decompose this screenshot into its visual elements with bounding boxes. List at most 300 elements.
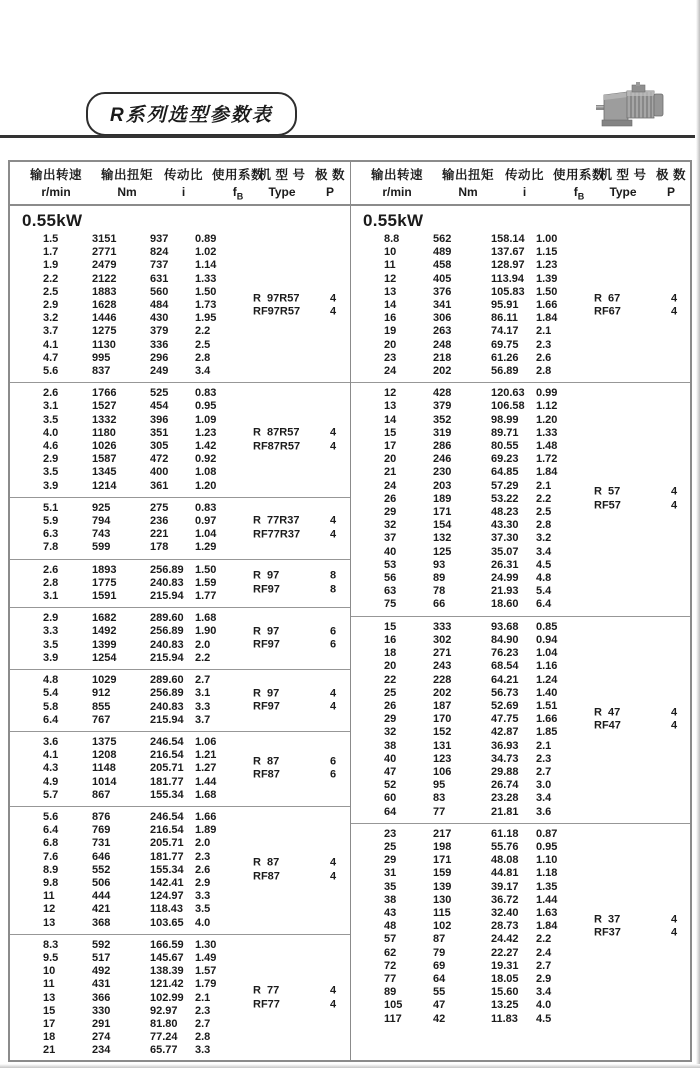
torque-cell: 1375 <box>92 735 117 748</box>
data-block <box>10 731 350 806</box>
model-type-label: R 97 <box>253 569 280 582</box>
pole-count-label: 8 <box>330 583 337 596</box>
ratio-cell: 246.54 <box>150 810 184 823</box>
speed-cell: 3.3 <box>43 625 59 638</box>
factor-cell: 1.66 <box>195 810 217 823</box>
torque-cell: 246 <box>433 453 452 466</box>
speed-cell: 105 <box>384 999 403 1012</box>
ratio-cell: 305 <box>150 440 169 453</box>
factor-cell: 2.8 <box>195 351 211 364</box>
factor-cell: 4.0 <box>536 999 552 1012</box>
speed-cell: 21 <box>384 466 397 479</box>
torque-cell: 379 <box>433 400 452 413</box>
ratio-cell: 18.60 <box>491 598 519 611</box>
speed-cell: 20 <box>384 338 397 351</box>
torque-cell: 506 <box>92 876 111 889</box>
speed-cell: 21 <box>43 1044 56 1057</box>
factor-cell: 1.04 <box>195 528 217 541</box>
torque-cell: 1893 <box>92 563 117 576</box>
header-output-speed: 输出转速 r/min <box>29 168 82 199</box>
factor-cell: 1.15 <box>536 246 558 259</box>
ratio-cell: 336 <box>150 338 169 351</box>
table-header <box>351 162 690 206</box>
torque-cell: 867 <box>92 788 111 801</box>
ratio-cell: 937 <box>150 233 169 245</box>
speed-cell: 77 <box>384 972 397 985</box>
model-type-label: R 97 <box>253 687 280 699</box>
table-row <box>351 828 690 841</box>
factor-cell: 2.3 <box>536 338 552 351</box>
ratio-cell: 28.73 <box>491 920 519 933</box>
torque-cell: 1766 <box>92 387 117 400</box>
data-block <box>351 823 690 1060</box>
ratio-cell: 47.75 <box>491 713 519 726</box>
ratio-cell: 80.55 <box>491 440 519 453</box>
speed-cell: 18 <box>384 647 397 660</box>
pole-count-label: 4 <box>330 514 337 527</box>
model-type-label: R 87R57 <box>253 426 300 439</box>
factor-cell: 1.23 <box>195 426 217 439</box>
speed-cell: 25 <box>384 840 397 853</box>
speed-cell: 5.9 <box>43 515 59 528</box>
torque-cell: 47 <box>433 999 446 1012</box>
header-model-type: 机 型 号 Type <box>599 168 647 199</box>
ratio-cell: 18.05 <box>491 972 519 985</box>
factor-cell: 2.3 <box>195 1004 211 1017</box>
factor-cell: 1.23 <box>536 259 558 272</box>
torque-cell: 352 <box>433 413 452 426</box>
speed-cell: 3.9 <box>43 651 59 664</box>
ratio-cell: 44.81 <box>491 867 519 880</box>
torque-cell: 243 <box>433 660 452 673</box>
torque-cell: 95 <box>433 779 446 792</box>
speed-cell: 1.7 <box>43 246 59 259</box>
pole-count-label: 4 <box>330 984 337 997</box>
speed-cell: 13 <box>384 285 397 298</box>
factor-cell: 1.63 <box>536 906 558 919</box>
table-row <box>351 766 690 779</box>
speed-cell: 2.9 <box>43 612 59 625</box>
speed-cell: 2.6 <box>43 387 59 400</box>
factor-cell: 3.4 <box>536 986 552 999</box>
table-row <box>351 325 690 338</box>
torque-cell: 78 <box>433 585 446 598</box>
factor-cell: 1.50 <box>195 563 217 576</box>
ratio-cell: 106.58 <box>491 400 525 413</box>
model-type-group <box>253 427 348 454</box>
factor-cell: 2.7 <box>536 959 552 972</box>
factor-cell: 2.8 <box>195 1031 211 1044</box>
ratio-cell: 95.91 <box>491 299 519 312</box>
factor-cell: 2.6 <box>536 351 552 364</box>
speed-cell: 56 <box>384 572 397 585</box>
model-type-group <box>253 687 348 714</box>
factor-cell: 1.57 <box>195 965 217 978</box>
speed-cell: 117 <box>384 1012 402 1025</box>
torque-cell: 1130 <box>92 338 116 351</box>
ratio-cell: 42.87 <box>491 726 519 739</box>
model-type-label: R 77 <box>253 984 280 997</box>
model-type-group <box>594 706 689 733</box>
data-block <box>10 497 350 559</box>
ratio-cell: 22.27 <box>491 946 519 959</box>
ratio-cell: 56.73 <box>491 686 519 699</box>
model-type-label: R 87 <box>253 856 280 869</box>
torque-cell: 769 <box>92 824 111 837</box>
factor-cell: 1.35 <box>536 880 558 893</box>
pole-count-label: 4 <box>671 926 678 939</box>
factor-cell: 1.20 <box>536 413 558 426</box>
model-type-label: RF87 <box>253 768 280 781</box>
speed-cell: 52 <box>384 779 397 792</box>
speed-cell: 89 <box>384 986 397 999</box>
ratio-cell: 351 <box>150 426 169 439</box>
ratio-cell: 138.39 <box>150 965 184 978</box>
torque-cell: 405 <box>433 272 452 285</box>
torque-cell: 1148 <box>92 762 116 775</box>
ratio-cell: 246.54 <box>150 735 184 748</box>
speed-cell: 18 <box>43 1031 56 1044</box>
table-row <box>10 259 350 272</box>
factor-cell: 3.0 <box>536 779 552 792</box>
speed-cell: 3.5 <box>43 466 59 479</box>
speed-cell: 10 <box>384 246 397 259</box>
factor-cell: 4.5 <box>536 1012 552 1025</box>
pole-count-label: 4 <box>671 913 678 926</box>
factor-cell: 2.0 <box>195 638 211 651</box>
speed-cell: 40 <box>384 752 397 765</box>
factor-cell: 1.12 <box>536 400 558 413</box>
ratio-cell: 120.63 <box>491 387 525 400</box>
pole-count-label: 4 <box>671 499 678 512</box>
ratio-cell: 256.89 <box>150 625 184 638</box>
data-block <box>10 934 350 1060</box>
speed-cell: 48 <box>384 920 397 933</box>
ratio-cell: 52.69 <box>491 699 519 712</box>
speed-cell: 32 <box>384 519 397 532</box>
header-service-factor: 使用系数 $f_B$ <box>211 168 264 202</box>
torque-cell: 366 <box>92 991 111 1004</box>
ratio-cell: 32.40 <box>491 906 519 919</box>
speed-cell: 2.9 <box>43 299 59 312</box>
ratio-cell: 472 <box>150 453 169 466</box>
table-row <box>351 453 690 466</box>
table-row <box>351 973 690 986</box>
ratio-cell: 84.90 <box>491 633 519 646</box>
table-row <box>351 881 690 894</box>
ratio-cell: 65.77 <box>150 1044 178 1057</box>
torque-cell: 132 <box>433 532 452 545</box>
speed-cell: 17 <box>43 1017 56 1030</box>
table-row <box>10 1031 350 1044</box>
table-row <box>10 414 350 427</box>
torque-cell: 794 <box>92 515 111 528</box>
factor-cell: 2.2 <box>536 492 552 505</box>
ratio-cell: 400 <box>150 466 169 479</box>
factor-cell: 1.02 <box>195 246 217 259</box>
torque-cell: 421 <box>92 903 111 916</box>
torque-cell: 1587 <box>92 453 117 466</box>
ratio-cell: 289.60 <box>150 674 184 687</box>
factor-cell: 2.9 <box>536 972 552 985</box>
torque-cell: 198 <box>433 840 452 853</box>
speed-cell: 3.5 <box>43 413 59 426</box>
speed-cell: 12 <box>43 903 56 916</box>
torque-cell: 171 <box>433 506 452 519</box>
rows-group <box>10 612 350 665</box>
speed-cell: 40 <box>384 545 397 558</box>
pole-count-label: 6 <box>330 625 337 638</box>
factor-cell: 2.5 <box>536 506 552 519</box>
torque-cell: 428 <box>433 387 452 400</box>
table-row <box>351 572 690 585</box>
torque-cell: 125 <box>433 545 452 558</box>
speed-cell: 22 <box>384 673 397 686</box>
table-row <box>10 1018 350 1031</box>
speed-cell: 8.8 <box>384 233 400 245</box>
speed-cell: 25 <box>384 686 397 699</box>
header-service-factor: 使用系数 $f_B$ <box>552 168 605 202</box>
ratio-cell: 89.71 <box>491 426 519 439</box>
torque-cell: 1275 <box>92 325 117 338</box>
table-row <box>10 1044 350 1057</box>
speed-cell: 6.3 <box>43 528 59 541</box>
table-row <box>351 894 690 907</box>
factor-cell: 1.00 <box>536 233 558 245</box>
factor-cell: 1.68 <box>195 788 217 801</box>
ratio-cell: 21.93 <box>491 585 519 598</box>
speed-cell: 3.9 <box>43 479 59 492</box>
torque-cell: 592 <box>92 938 111 951</box>
torque-cell: 1492 <box>92 625 117 638</box>
power-rating-label: 0.55kW <box>363 211 424 230</box>
data-block <box>10 607 350 669</box>
right-data-blocks <box>351 206 690 1060</box>
table-row <box>10 939 350 952</box>
speed-cell: 11 <box>43 978 55 991</box>
torque-cell: 552 <box>92 863 111 876</box>
table-header <box>10 162 350 206</box>
pole-count-label: 4 <box>671 305 678 318</box>
ratio-cell: 236 <box>150 515 169 528</box>
speed-cell: 5.6 <box>43 810 59 823</box>
speed-cell: 6.4 <box>43 713 59 726</box>
table-row <box>10 736 350 749</box>
factor-cell: 1.50 <box>536 285 558 298</box>
speed-cell: 32 <box>384 726 397 739</box>
torque-cell: 93 <box>433 558 446 571</box>
table-row <box>10 273 350 286</box>
torque-cell: 66 <box>433 598 446 611</box>
ratio-cell: 29.88 <box>491 765 519 778</box>
ratio-cell: 69.23 <box>491 453 519 466</box>
data-block <box>351 616 690 823</box>
model-type-group <box>253 625 348 652</box>
ratio-cell: 15.60 <box>491 986 519 999</box>
ratio-cell: 560 <box>150 285 169 298</box>
speed-cell: 15 <box>384 426 397 439</box>
ratio-cell: 43.30 <box>491 519 519 532</box>
table-row <box>351 400 690 413</box>
torque-cell: 1014 <box>92 775 117 788</box>
factor-cell: 1.95 <box>195 312 217 325</box>
factor-cell: 4.5 <box>536 558 552 571</box>
rows-group <box>351 828 690 1026</box>
speed-cell: 63 <box>384 585 397 598</box>
ratio-cell: 256.89 <box>150 687 184 700</box>
table-row <box>351 674 690 687</box>
torque-cell: 77 <box>433 805 446 818</box>
torque-cell: 159 <box>433 867 452 880</box>
factor-cell: 1.21 <box>195 749 217 762</box>
table-row <box>10 674 350 687</box>
ratio-cell: 53.22 <box>491 492 519 505</box>
factor-cell: 1.29 <box>195 541 217 554</box>
torque-cell: 1591 <box>92 590 117 603</box>
speed-cell: 62 <box>384 946 397 959</box>
speed-cell: 57 <box>384 933 397 946</box>
ratio-cell: 118.43 <box>150 903 184 916</box>
table-row <box>10 502 350 515</box>
ratio-cell: 36.72 <box>491 893 519 906</box>
pole-count-label: 4 <box>330 998 337 1011</box>
ratio-cell: 64.85 <box>491 466 519 479</box>
model-type-label: RF97 <box>253 638 280 651</box>
data-block <box>10 206 350 382</box>
factor-cell: 6.4 <box>536 598 552 611</box>
table-row <box>351 867 690 880</box>
ratio-cell: 48.08 <box>491 854 519 867</box>
table-row <box>351 532 690 545</box>
speed-cell: 47 <box>384 765 397 778</box>
torque-cell: 202 <box>433 686 452 699</box>
ratio-cell: 430 <box>150 312 169 325</box>
speed-cell: 1.5 <box>43 233 59 245</box>
ratio-cell: 56.89 <box>491 365 519 378</box>
speed-cell: 14 <box>384 413 397 426</box>
ratio-cell: 155.34 <box>150 788 184 801</box>
model-type-label: R 37 <box>594 913 621 926</box>
torque-cell: 189 <box>433 492 452 505</box>
factor-cell: 1.06 <box>195 735 217 748</box>
speed-cell: 15 <box>43 1004 56 1017</box>
model-type-group <box>253 515 348 542</box>
rows-group <box>10 387 350 493</box>
table-row <box>351 273 690 286</box>
torque-cell: 130 <box>433 893 452 906</box>
pole-count-label: 4 <box>330 856 337 869</box>
ratio-cell: 13.25 <box>491 999 519 1012</box>
factor-cell: 1.27 <box>195 762 217 775</box>
factor-cell: 1.44 <box>195 775 217 788</box>
speed-cell: 13 <box>384 400 397 413</box>
header-output-torque: 输出扭矩 Nm <box>441 168 494 199</box>
ratio-cell: 86.11 <box>491 312 518 325</box>
speed-cell: 2.5 <box>43 285 59 298</box>
speed-cell: 5.7 <box>43 788 59 801</box>
torque-cell: 79 <box>433 946 446 959</box>
speed-cell: 29 <box>384 713 397 726</box>
left-data-blocks <box>10 206 350 1060</box>
model-type-label: RF67 <box>594 305 621 318</box>
table-row <box>10 387 350 400</box>
model-type-label: RF77 <box>253 998 280 1011</box>
speed-cell: 4.1 <box>43 338 59 351</box>
table-row <box>351 365 690 378</box>
table-row <box>351 387 690 400</box>
torque-cell: 3151 <box>92 233 117 245</box>
ratio-cell: 77.24 <box>150 1031 178 1044</box>
pole-count-label: 4 <box>330 528 337 541</box>
table-row <box>10 325 350 338</box>
model-type-group <box>253 985 348 1012</box>
torque-cell: 139 <box>433 880 452 893</box>
table-row <box>10 541 350 554</box>
factor-cell: 2.1 <box>536 739 552 752</box>
model-type-label: RF57 <box>594 499 621 512</box>
ratio-cell: 34.73 <box>491 752 519 765</box>
speed-cell: 2.8 <box>43 576 59 589</box>
factor-cell: 1.40 <box>536 686 558 699</box>
torque-cell: 1883 <box>92 285 117 298</box>
factor-cell: 1.49 <box>195 951 217 964</box>
torque-cell: 1214 <box>92 479 117 492</box>
pole-count-label: 4 <box>330 870 337 883</box>
speed-cell: 16 <box>384 312 397 325</box>
pole-count-label: 4 <box>671 292 678 305</box>
speed-cell: 38 <box>384 739 397 752</box>
speed-cell: 60 <box>384 792 397 805</box>
factor-cell: 0.92 <box>195 453 217 466</box>
torque-cell: 2122 <box>92 272 117 285</box>
ratio-cell: 155.34 <box>150 863 184 876</box>
factor-cell: 2.4 <box>536 946 552 959</box>
factor-cell: 1.84 <box>536 312 558 325</box>
speed-cell: 12 <box>384 272 397 285</box>
factor-cell: 3.4 <box>195 365 211 378</box>
torque-cell: 1527 <box>92 400 117 413</box>
rows-group <box>351 233 690 378</box>
table-row <box>351 647 690 660</box>
torque-cell: 1180 <box>92 426 116 439</box>
speed-cell: 2.6 <box>43 563 59 576</box>
torque-cell: 646 <box>92 850 111 863</box>
ratio-cell: 215.94 <box>150 713 184 726</box>
torque-cell: 154 <box>433 519 452 532</box>
torque-cell: 291 <box>92 1017 111 1030</box>
torque-cell: 187 <box>433 699 452 712</box>
table-row <box>351 466 690 479</box>
factor-cell: 1.44 <box>536 893 558 906</box>
table-row <box>351 806 690 819</box>
pole-count-label: 4 <box>671 719 678 732</box>
data-block <box>10 806 350 934</box>
ratio-cell: 240.83 <box>150 576 184 589</box>
table-row <box>351 427 690 440</box>
factor-cell: 1.72 <box>536 453 558 466</box>
table-row <box>351 999 690 1012</box>
factor-cell: 1.66 <box>536 713 558 726</box>
ratio-cell: 11.83 <box>491 1012 518 1025</box>
factor-cell: 4.8 <box>536 572 552 585</box>
torque-cell: 123 <box>433 752 452 765</box>
torque-cell: 368 <box>92 916 111 929</box>
torque-cell: 431 <box>92 978 111 991</box>
torque-cell: 131 <box>433 739 452 752</box>
pole-count-label: 4 <box>330 426 337 439</box>
factor-cell: 3.7 <box>195 713 211 726</box>
ratio-cell: 35.07 <box>491 545 519 558</box>
